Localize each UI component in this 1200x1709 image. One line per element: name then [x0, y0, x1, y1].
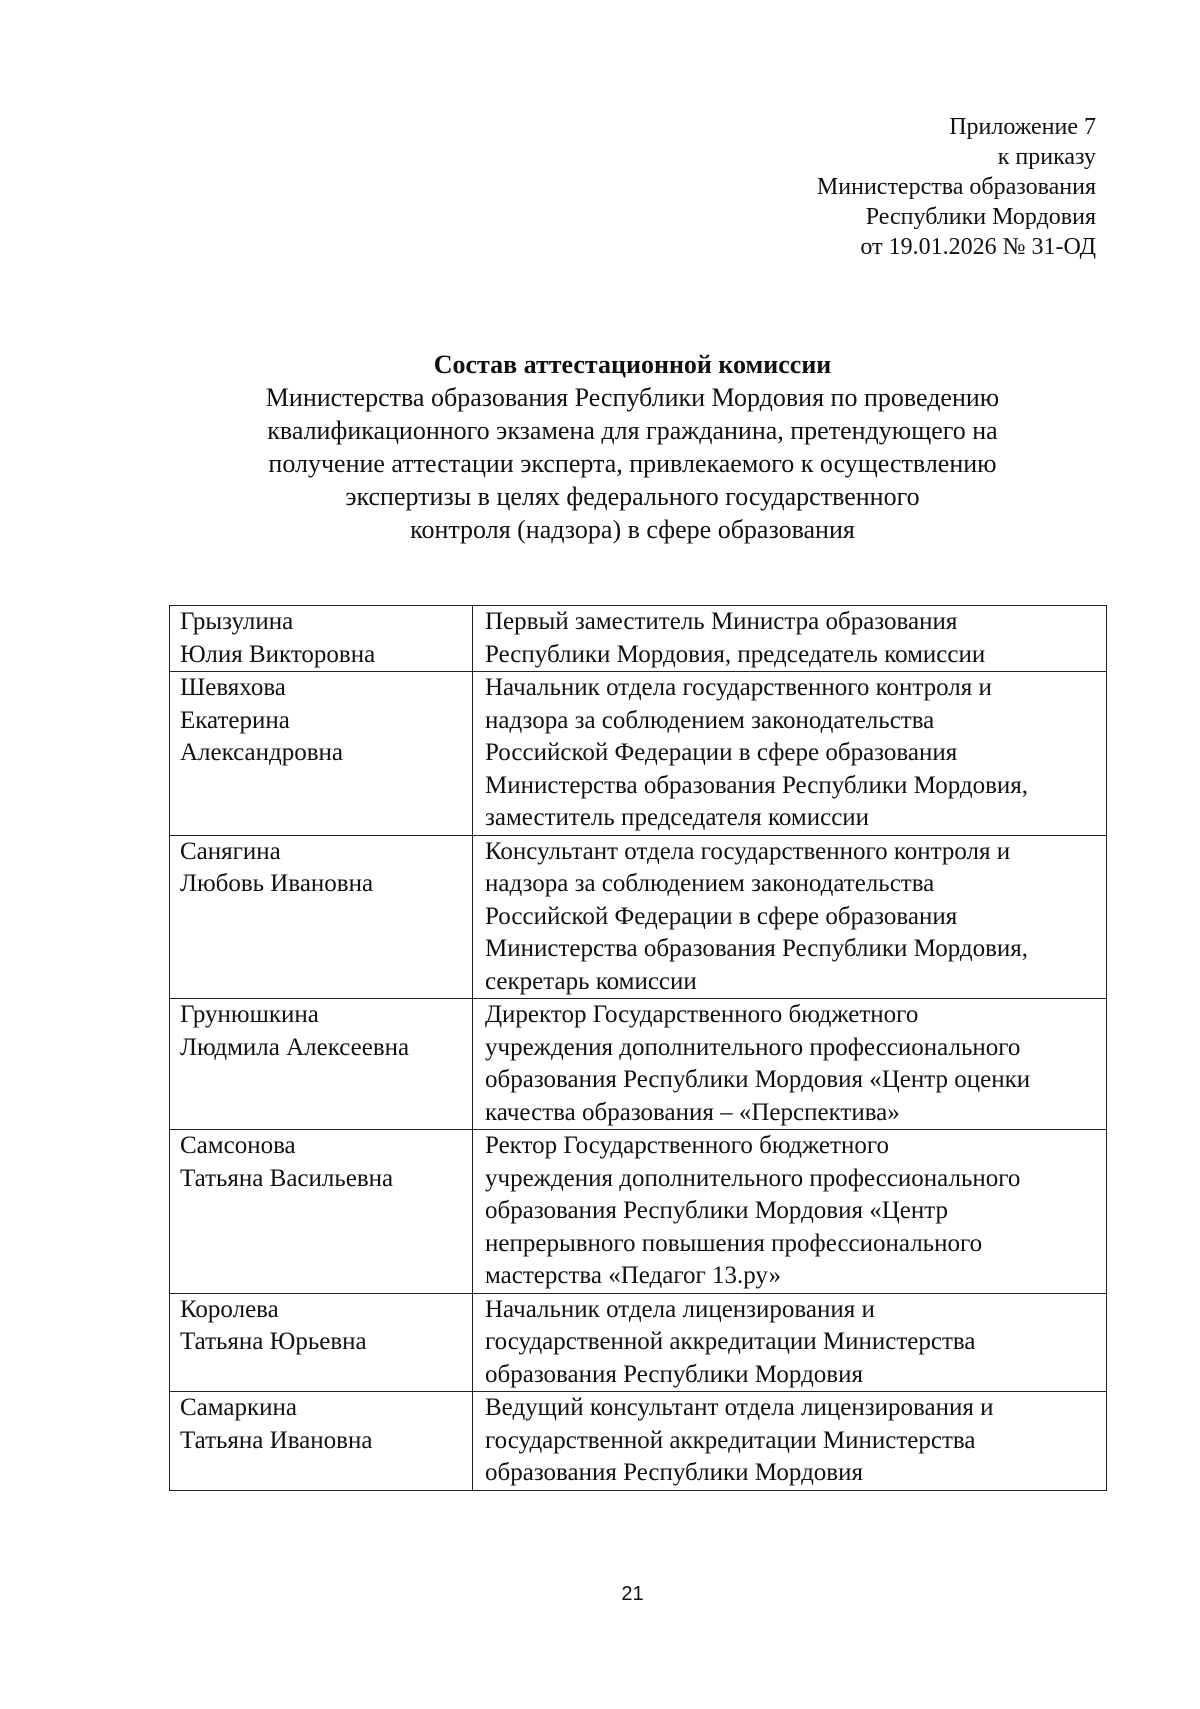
member-role-line: секретарь комиссии — [485, 967, 697, 995]
member-role-line: учреждения дополнительного профессионального — [485, 1033, 1021, 1061]
member-name-line: Людмила Алексеевна — [180, 1033, 410, 1061]
member-role-cell — [473, 999, 1107, 1130]
member-role-line: Министерства образования Республики Мордовия, — [485, 771, 1029, 799]
appendix-reference — [817, 112, 1096, 262]
table-row — [170, 672, 1107, 836]
member-role-line: Начальник отдела государственного контроля и — [485, 674, 992, 701]
member-role-line: Ведущий консультант отдела лицензирования и — [485, 1394, 994, 1421]
member-name-line: Татьяна Ивановна — [180, 1426, 373, 1454]
title-line: контроля (надзора) в сфере образования — [410, 515, 855, 544]
member-name-line: Юлия Викторовна — [180, 640, 376, 668]
member-role-line: образования Республики Мордовия — [485, 1360, 863, 1388]
table-row — [170, 1392, 1107, 1491]
member-name-line: Самсонова — [180, 1132, 296, 1159]
title-line: экспертизы в целях федерального государственного — [345, 482, 920, 511]
table-row — [170, 1130, 1107, 1294]
member-role-line: образования Республики Мордовия «Центр — [485, 1197, 948, 1224]
member-role-line: Российской Федерации в сфере образования — [485, 739, 958, 766]
member-role-cell — [473, 1293, 1107, 1392]
member-name-line: Татьяна Васильевна — [180, 1164, 394, 1192]
member-role-line: Начальник отдела лицензирования и — [485, 1295, 875, 1323]
member-name-cell — [170, 1392, 473, 1491]
member-name-line: Королева — [180, 1295, 279, 1323]
member-name-cell — [170, 999, 473, 1130]
member-name-line: Грызулина — [180, 608, 294, 635]
member-role-line: надзора за соблюдением законодательства — [485, 706, 935, 734]
member-name-cell — [170, 835, 473, 999]
table-row — [170, 1293, 1107, 1392]
member-name-line: Екатерина — [180, 706, 290, 734]
title-line: получение аттестации эксперта, привлекаемого к осуществлению — [268, 449, 997, 478]
table-row — [170, 835, 1107, 999]
member-name-line: Александровна — [180, 739, 344, 766]
member-name-line: Любовь Ивановна — [180, 870, 374, 897]
member-role-line: образования Республики Мордовия — [485, 1459, 863, 1486]
member-role-line: Российской Федерации в сфере образования — [485, 902, 958, 930]
appendix-line: Республики Мордовия — [865, 204, 1096, 230]
member-role-line: государственной аккредитации Министерства — [485, 1328, 976, 1355]
member-role-line: Ректор Государственного бюджетного — [485, 1132, 889, 1159]
member-role-line: Директор Государственного бюджетного — [485, 1001, 919, 1028]
member-role-line: Республики Мордовия, председатель комиссии — [485, 640, 986, 668]
member-name-line: Шевяхова — [180, 674, 286, 701]
member-role-cell — [473, 835, 1107, 999]
member-role-line: надзора за соблюдением законодательства — [485, 870, 935, 897]
appendix-line: от 19.01.2026 № 31-ОД — [860, 234, 1096, 260]
member-name-cell — [170, 1293, 473, 1392]
document-title-block — [0, 348, 1200, 546]
commission-members-table — [169, 605, 1107, 1491]
member-role-line: мастерства «Педагог 13.ру» — [485, 1262, 782, 1289]
member-role-line: учреждения дополнительного профессионального — [485, 1164, 1021, 1192]
table-row — [170, 999, 1107, 1130]
member-role-cell — [473, 1392, 1107, 1491]
member-role-cell — [473, 606, 1107, 672]
member-role-line: Министерства образования Республики Мордовия, — [485, 935, 1029, 962]
member-role-line: качества образования – «Перспектива» — [485, 1098, 900, 1126]
member-name-cell — [170, 606, 473, 672]
member-role-line: Консультант отдела государственного контроля и — [485, 837, 1011, 865]
member-name-cell — [170, 672, 473, 836]
member-name-cell — [170, 1130, 473, 1294]
appendix-line: к приказу — [997, 144, 1096, 170]
appendix-line: Приложение 7 — [949, 114, 1096, 140]
page-number: 21 — [621, 1583, 644, 1605]
title-line: квалификационного экзамена для гражданина, претендующего на — [267, 416, 998, 445]
document-title: Состав аттестационной комиссии — [433, 350, 832, 379]
member-name-line: Санягина — [180, 837, 281, 865]
member-role-line: заместитель председателя комиссии — [485, 804, 870, 831]
member-role-line: Первый заместитель Министра образования — [485, 608, 958, 635]
member-name-line: Самаркина — [180, 1394, 298, 1421]
member-name-line: Грунюшкина — [180, 1001, 319, 1028]
member-role-cell — [473, 672, 1107, 836]
member-role-line: непрерывного повышения профессионального — [485, 1229, 983, 1257]
title-line: Министерства образования Республики Мордовия по проведению — [265, 383, 1000, 412]
table-row — [170, 606, 1107, 672]
member-role-line: образования Республики Мордовия «Центр оценки — [485, 1066, 1031, 1093]
member-role-cell — [473, 1130, 1107, 1294]
member-role-line: государственной аккредитации Министерства — [485, 1426, 976, 1454]
member-name-line: Татьяна Юрьевна — [180, 1328, 367, 1355]
appendix-line: Министерства образования — [816, 174, 1096, 200]
